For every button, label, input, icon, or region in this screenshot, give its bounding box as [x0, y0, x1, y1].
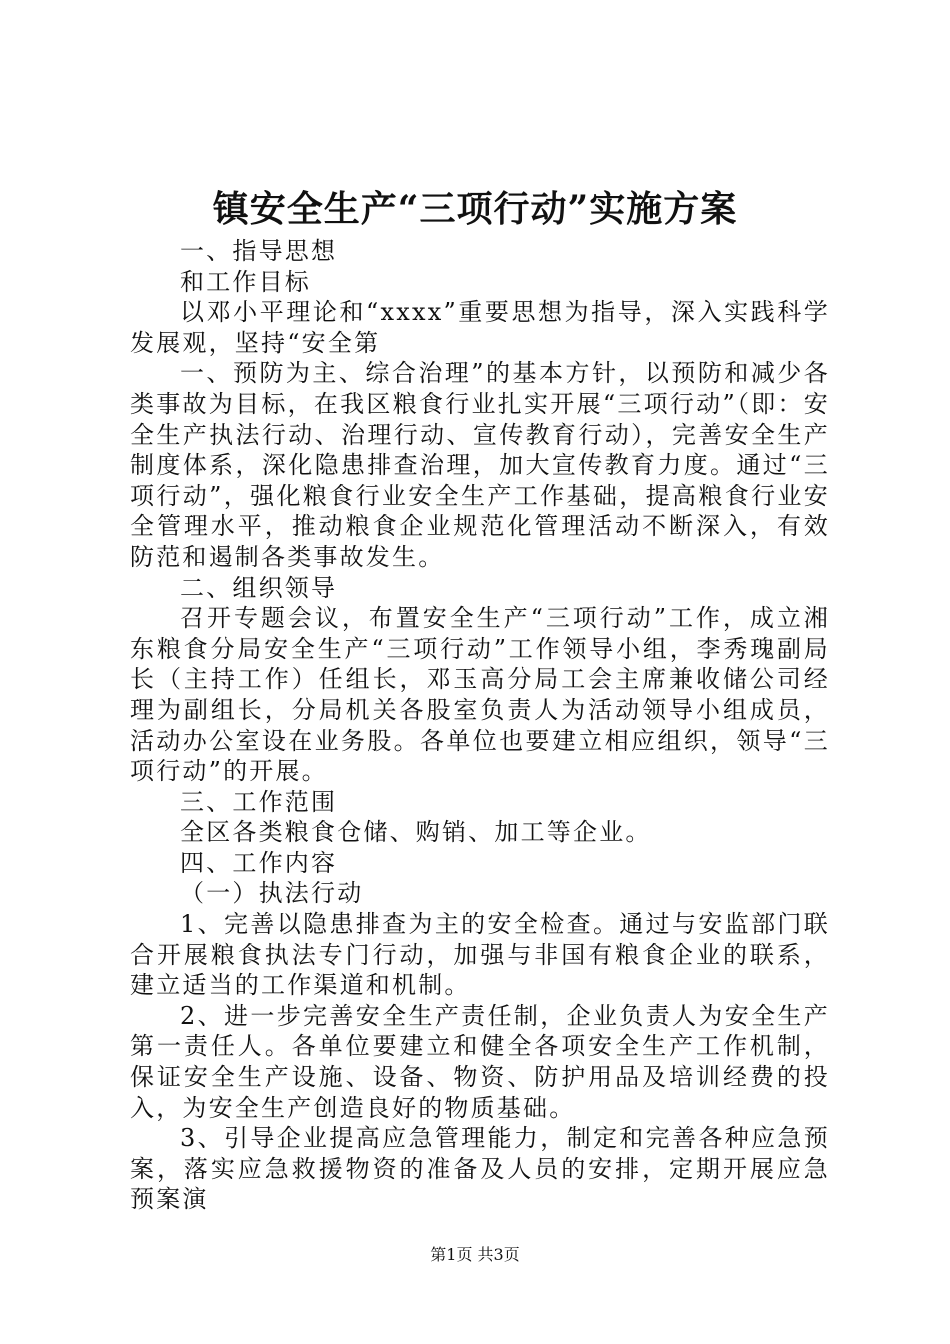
paragraph-guiding-ideology: 以邓小平理论和“xxxx”重要思想为指导，深入实践科学发展观，坚持“安全第	[130, 298, 830, 357]
paragraph-organization: 召开专题会议，布置安全生产“三项行动”工作，成立湘东粮食分局安全生产“三项行动”工作领导小组，李秀瑰副局长（主持工作）任组长，邓玉高分局工会主席兼收储公司经理为副组长，分局机关各股室负责人为活动领导小组成员，活动办公室设在业务股。各单位也要建立相应组织，领导“三项行动”的开展。	[130, 604, 830, 786]
document-body	[130, 236, 830, 1215]
subsection-heading-enforcement: （一）执法行动	[180, 879, 364, 908]
paragraph-item-3: 3、引导企业提高应急管理能力，制定和完善各种应急预案，落实应急救援物资的准备及人员的安排，定期开展应急预案演	[130, 1124, 830, 1214]
section-heading-work-content: 四、工作内容	[180, 848, 338, 877]
section-heading-organization: 二、组织领导	[180, 573, 338, 602]
section-heading-work-scope: 三、工作范围	[180, 787, 338, 816]
section-heading-guiding-ideology: 一、指导思想	[180, 237, 338, 265]
paragraph-work-scope: 全区各类粮食仓储、购销、加工等企业。	[180, 818, 652, 847]
section-heading-work-goals: 和工作目标	[180, 267, 311, 296]
paragraph-basic-policy: 一、预防为主、综合治理”的基本方针，以预防和减少各类事故为目标，在我区粮食行业扎实开展“三项行动”（即：安全生产执法行动、治理行动、宣传教育行动），完善安全生产制度体系，深化隐患排查治理，加大宣传教育力度。通过“三项行动”，强化粮食行业安全生产工作基础，提高粮食行业安全管理水平，推动粮食企业规范化管理活动不断深入，有效防范和遏制各类事故发生。	[130, 359, 830, 571]
document-title: 镇安全生产“三项行动”实施方案	[212, 188, 738, 230]
paragraph-item-1: 1、完善以隐患排查为主的安全检查。通过与安监部门联合开展粮食执法专门行动，加强与非国有粮食企业的联系，建立适当的工作渠道和机制。	[130, 910, 830, 1000]
paragraph-item-2: 2、进一步完善安全生产责任制，企业负责人为安全生产第一责任人。各单位要建立和健全各项安全生产工作机制，保证安全生产设施、设备、物资、防护用品及培训经费的投入，为安全生产创造良好的物质基础。	[130, 1001, 830, 1122]
page-number-footer: 第1页 共3页	[430, 1245, 520, 1264]
